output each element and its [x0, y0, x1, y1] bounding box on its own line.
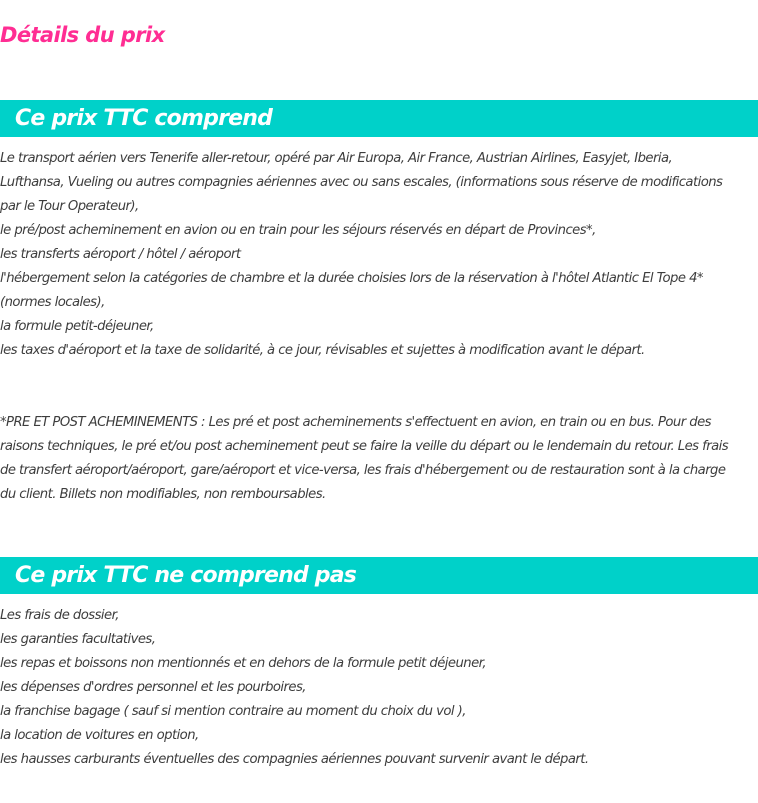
acheminement-note	[0, 411, 758, 507]
excluded-list	[0, 604, 758, 772]
excluded-line: les repas et boissons non mentionnés et en dehors de la formule petit déjeuner,	[0, 656, 486, 671]
excluded-line: les garanties facultatives,	[0, 632, 156, 647]
included-line: (normes locales),	[0, 295, 105, 310]
included-header-label: Ce prix TTC comprend	[15, 106, 273, 131]
excluded-line: les dépenses d'ordres personnel et les pourboires,	[0, 680, 306, 695]
included-line: Lufthansa, Vueling ou autres compagnies aériennes avec ou sans escales, (informations sous réserve de modifications	[0, 175, 723, 190]
note-line: raisons techniques, le pré et/ou post acheminement peut se faire la veille du départ ou le lendemain du retour. Les frais	[0, 439, 729, 454]
excluded-header-label: Ce prix TTC ne comprend pas	[15, 563, 357, 588]
page-title: Détails du prix	[0, 23, 165, 47]
excluded-section-header	[0, 557, 758, 594]
included-line: par le Tour Operateur),	[0, 199, 139, 214]
included-line: l'hébergement selon la catégories de chambre et la durée choisies lors de la réservation à l'hôtel Atlantic El Tope 4*	[0, 271, 703, 286]
note-line: *PRE ET POST ACHEMINEMENTS : Les pré et post acheminements s'effectuent en avion, en train ou en bus. Pour des	[0, 415, 711, 430]
included-line: les taxes d'aéroport et la taxe de solidarité, à ce jour, révisables et sujettes à modification avant le départ.	[0, 343, 645, 358]
excluded-line: la franchise bagage ( sauf si mention contraire au moment du choix du vol ),	[0, 704, 466, 719]
excluded-line: la location de voitures en option,	[0, 728, 199, 743]
included-section-header	[0, 100, 758, 137]
excluded-line: les hausses carburants éventuelles des compagnies aériennes pouvant survenir avant le départ.	[0, 752, 589, 767]
excluded-line: Les frais de dossier,	[0, 608, 119, 623]
note-line: du client. Billets non modifiables, non remboursables.	[0, 487, 326, 502]
included-line: Le transport aérien vers Tenerife aller-retour, opéré par Air Europa, Air France, Austrian Airlines, Easyjet, Iberia,	[0, 151, 673, 166]
included-list	[0, 147, 758, 363]
included-line: les transferts aéroport / hôtel / aéroport	[0, 247, 241, 262]
included-line: la formule petit-déjeuner,	[0, 319, 154, 334]
included-line: le pré/post acheminement en avion ou en train pour les séjours réservés en départ de Provinces*,	[0, 223, 596, 238]
note-line: de transfert aéroport/aéroport, gare/aéroport et vice-versa, les frais d'hébergement ou de restauration sont à la charge	[0, 463, 726, 478]
